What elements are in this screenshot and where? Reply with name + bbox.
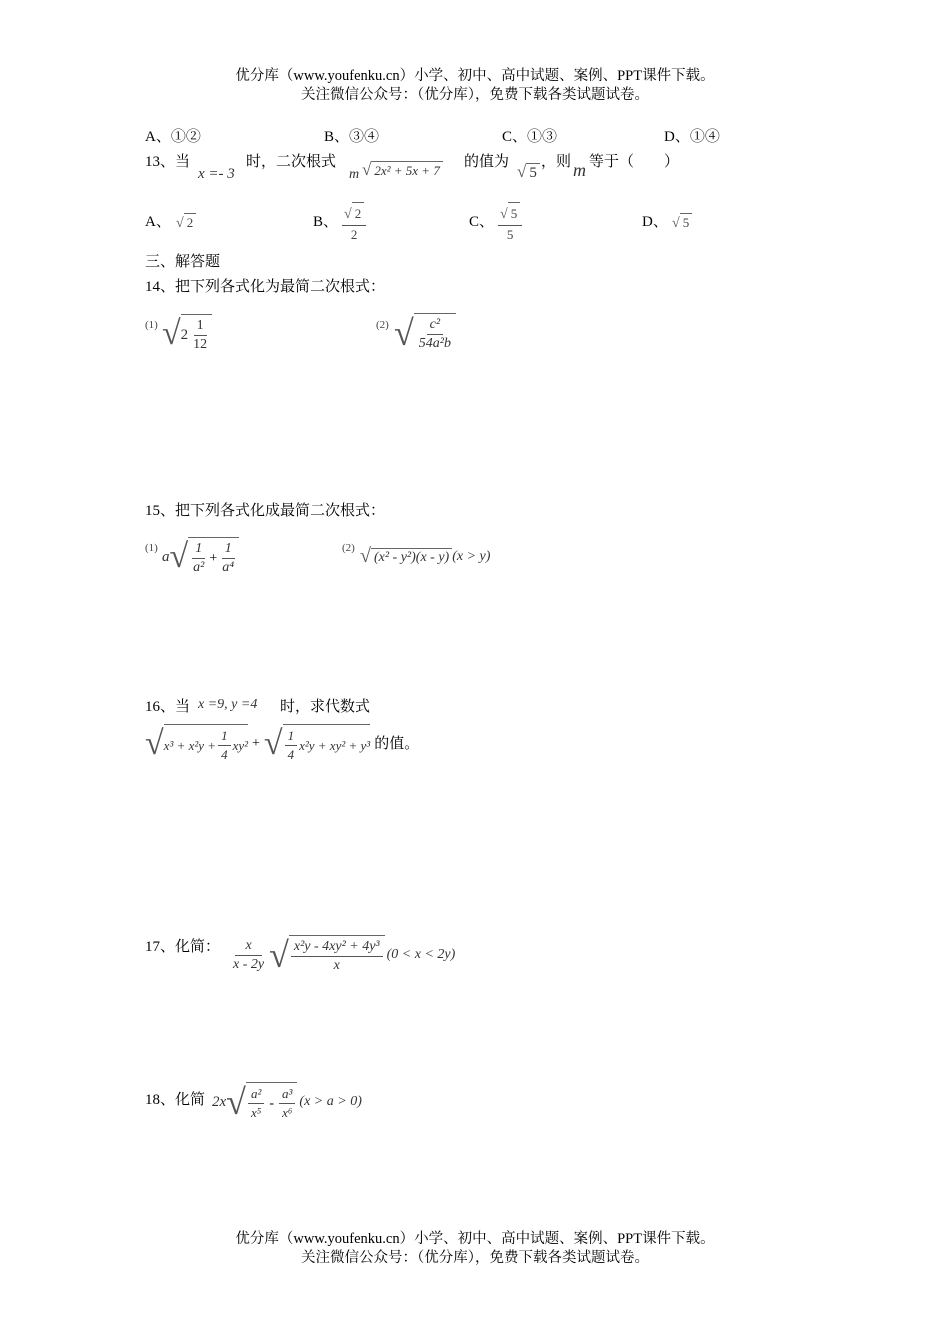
q13-option-b-den: 2 xyxy=(350,227,358,242)
q15-part1-n2: 1 xyxy=(222,540,235,559)
q14-part1-whole: 2 xyxy=(180,327,189,343)
q13-option-c-den: 5 xyxy=(506,227,514,242)
q15-part1-d2: a⁴ xyxy=(222,560,235,575)
q13-option-c-label: C、 xyxy=(469,214,495,230)
q14-stem: 14、把下列各式化为最简二次根式： xyxy=(145,279,386,295)
q18-coef: 2x xyxy=(212,1093,227,1110)
q18-n1: a² xyxy=(248,1085,264,1104)
q13-option-d-number: 5 xyxy=(680,213,693,231)
q13-condition: x =- 3 xyxy=(198,166,235,182)
q17-frac-den: x - 2y xyxy=(233,956,265,972)
q14-part2-label: (2) xyxy=(376,319,389,331)
q15-part1-label: (1) xyxy=(145,542,158,554)
q18-expression: 2x √ $\frac{\text{a²}}{\text{x⁵}}$ - $\frac{\text{a³}}{\text{x⁶}}$ (x > a > 0) xyxy=(212,1082,362,1122)
q18-d2: x⁶ xyxy=(282,1105,293,1120)
q13-option-a-number: 2 xyxy=(184,213,197,231)
q17-frac-num: x xyxy=(235,937,261,956)
q15-stem: 15、把下列各式化成最简二次根式： xyxy=(145,503,386,519)
q15-part1-plus: + xyxy=(209,550,218,566)
q16-expression: √ x³ + x²y + $\frac{1}{4}$ xy² + √ $\frac{1}{4}$ x²y + xy² + y³ 的值。 xyxy=(145,725,420,762)
q18-d1: x⁵ xyxy=(250,1105,262,1120)
q16-stem-suffix: 时，求代数式 xyxy=(280,699,371,715)
q15-part2-expr: √ (x² - y²)(x - y) (x > y) xyxy=(360,545,491,567)
q14-part1-expr: √ 2 $\frac{1}{12}$ xyxy=(162,314,212,354)
q15-part2-label: (2) xyxy=(342,542,355,554)
q13-option-b-num: 2 xyxy=(352,202,365,224)
q14-part1-label: (1) xyxy=(145,319,158,331)
q15-part1-coef: a xyxy=(162,548,170,565)
q16-expr2-den: 4 xyxy=(287,747,295,762)
q17-expression: $\frac{x}{x - 2y}$ √ $\frac{\text{x²y - 4xy² + 4y³}}{x}$ (0 < x < 2y) xyxy=(228,933,455,977)
q12-option-c: C、①③ xyxy=(502,129,558,145)
q14-part2-num: c² xyxy=(427,316,443,335)
q12-option-b: B、③④ xyxy=(324,129,380,145)
q12-option-a: A、①② xyxy=(145,129,201,145)
q17-condition: (0 < x < 2y) xyxy=(386,947,456,962)
q18-n2: a³ xyxy=(279,1085,295,1104)
q13-prefix: 13、当 xyxy=(145,154,191,170)
q15-part2-cond: (x > y) xyxy=(452,548,491,564)
q13-option-a-label: A、 xyxy=(145,214,171,230)
footer-line-2: 关注微信公众号：（优分库），免费下载各类试题试卷。 xyxy=(301,1250,649,1266)
q13-option-d-value: √ 5 xyxy=(672,213,692,232)
q16-expr1-a: x³ + x²y + xyxy=(163,737,217,753)
header-line-1: 优分库（www.youfenku.cn）小学、初中、高中试题、案例、PPT课件下载。 xyxy=(235,68,715,84)
q16-condition: x =9, y =4 xyxy=(198,697,258,712)
q13-option-b-value: √ 2 2 xyxy=(342,202,366,244)
q13-radicand: 2x² + 5x + 7 xyxy=(371,161,442,179)
q12-option-d: D、①④ xyxy=(664,129,720,145)
q13-mid1: 时，二次根式 xyxy=(246,154,337,170)
q17-radicand-den: x xyxy=(333,958,340,973)
q18-stem: 18、化简 xyxy=(145,1092,206,1108)
q17-stem: 17、化简： xyxy=(145,939,221,955)
q13-coef: m xyxy=(349,167,360,182)
q16-expr1-num: 1 xyxy=(218,727,231,746)
q15-part1-d1: a² xyxy=(193,560,205,575)
q17-radicand-num: x²y - 4xy² + 4y³ xyxy=(291,938,383,957)
q16-expr1-b: xy² xyxy=(232,737,249,753)
q14-part1-num: 1 xyxy=(194,317,207,336)
q16-plus: + xyxy=(252,736,260,751)
q13-var: m xyxy=(573,160,586,180)
q13-radical: √ 2x² + 5x + 7 xyxy=(362,160,443,180)
q13-option-b-label: B、 xyxy=(313,214,339,230)
q15-part2-radicand: (x² - y²)(x - y) xyxy=(371,548,452,566)
q16-expr2-b: x²y + xy² + y³ xyxy=(299,737,371,753)
q13-option-c-num: 5 xyxy=(508,202,521,224)
q18-minus: - xyxy=(269,1095,275,1111)
q16-expr2-num: 1 xyxy=(285,727,298,746)
footer-line-1: 优分库（www.youfenku.cn）小学、初中、高中试题、案例、PPT课件下载。 xyxy=(235,1231,715,1247)
section-title: 三、解答题 xyxy=(145,254,221,270)
q13-option-d-label: D、 xyxy=(642,214,668,230)
q13-option-c-value: √ 5 5 xyxy=(498,202,522,244)
q16-stem-prefix: 16、当 xyxy=(145,699,191,715)
q15-part1-n1: 1 xyxy=(192,540,205,559)
q13-mid3: ，则 xyxy=(541,154,572,170)
q14-part2-den: 54a²b xyxy=(418,336,451,351)
q16-tail: 的值。 xyxy=(374,736,420,752)
q15-part1-expr: a √ $\frac{1}{\text{a²}}$ + $\frac{1}{\text{a⁴}}$ xyxy=(162,537,239,577)
q13-value: 5 xyxy=(526,163,540,182)
q14-part2-expr: √ $\frac{\text{c²}}{\text{54a²b}}$ xyxy=(394,312,456,354)
header-line-2: 关注微信公众号：（优分库），免费下载各类试题试卷。 xyxy=(301,87,649,103)
q18-condition: (x > a > 0) xyxy=(299,1094,362,1109)
q13-mid2: 的值为 xyxy=(464,154,510,170)
q13-suffix: 等于（ ） xyxy=(589,154,680,170)
q13-option-a-value: √ 2 xyxy=(176,213,196,232)
q14-part1-den: 12 xyxy=(193,337,208,352)
q13-value-radical: √ 5 xyxy=(517,162,540,182)
q16-expr1-den: 4 xyxy=(221,747,228,762)
